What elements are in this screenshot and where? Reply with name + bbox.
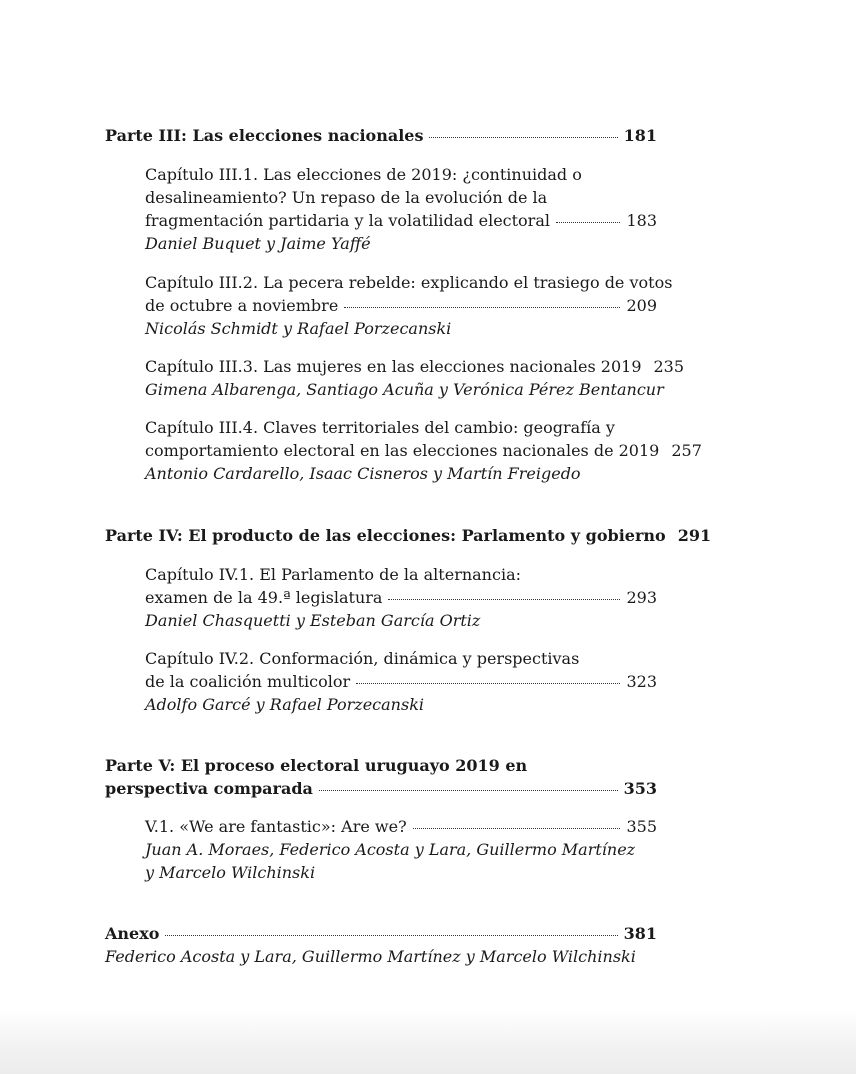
chapter-authors: Antonio Cardarello, Isaac Cisneros y Martín Freigedo [145, 464, 581, 483]
chapter-title-line: desalineamiento? Un repaso de la evolución de la [145, 188, 548, 207]
page-number: 293 [626, 588, 657, 607]
page-number: 183 [626, 211, 657, 230]
annex-title: Anexo [105, 924, 160, 943]
chapter-authors: Juan A. Moraes, Federico Acosta y Lara, Guillermo Martínez [145, 840, 636, 859]
page-number: 381 [623, 924, 657, 943]
page-number: 257 [671, 441, 702, 460]
chapter-title-line: Capítulo III.1. Las elecciones de 2019: ¿continuidad o [145, 165, 582, 184]
chapter-authors: Nicolás Schmidt y Rafael Porzecanski [145, 319, 452, 338]
chapter-authors: Daniel Chasquetti y Esteban García Ortiz [145, 611, 481, 630]
page-number: 355 [626, 817, 657, 836]
part-title: perspectiva comparada [105, 779, 313, 798]
chapter-title-line: examen de la 49.ª legislatura [145, 588, 383, 607]
chapter-title-line: Capítulo IV.2. Conformación, dinámica y perspectivas [145, 649, 580, 668]
page-number: 291 [677, 526, 712, 545]
dot-leader [165, 932, 617, 936]
chapter-entry [145, 271, 673, 340]
page-bottom-shadow [0, 1010, 856, 1074]
chapter-title-line: fragmentación partidaria y la volatilidad electoral [145, 211, 550, 230]
annex-authors: Federico Acosta y Lara, Guillermo Martínez y Marcelo Wilchinski [105, 947, 636, 966]
chapter-title-line: comportamiento electoral en las elecciones nacionales de 2019 [145, 441, 660, 460]
annex-heading [105, 922, 657, 945]
part-title: Parte IV: El producto de las elecciones: Parlamento y gobierno [105, 526, 666, 545]
dot-leader [319, 787, 618, 791]
chapter-title-line: Capítulo III.3. Las mujeres en las elecciones nacionales 2019 [145, 357, 642, 376]
chapter-title-line: Capítulo III.2. La pecera rebelde: explicando el trasiego de votos [145, 273, 673, 292]
part-5-heading [105, 754, 657, 800]
part-title: Parte III: Las elecciones nacionales [105, 126, 424, 145]
chapter-entry [145, 815, 657, 884]
chapter-authors: Gimena Albarenga, Santiago Acuña y Verónica Pérez Bentancur [145, 380, 664, 399]
page-number: 235 [653, 357, 685, 376]
part-3-heading [105, 124, 657, 147]
chapter-entry [145, 163, 657, 255]
dot-leader [556, 219, 620, 223]
chapter-title-line: de la coalición multicolor [145, 672, 351, 691]
dot-leader [429, 134, 617, 138]
dot-leader [344, 304, 620, 308]
chapter-title-line: Capítulo III.4. Claves territoriales del cambio: geografía y [145, 418, 615, 437]
chapter-authors: y Marcelo Wilchinski [145, 863, 316, 882]
page-number: 209 [626, 296, 657, 315]
chapter-title-line: V.1. «We are fantastic»: Are we? [145, 817, 407, 836]
chapter-entry [145, 416, 702, 485]
chapter-title-line: de octubre a noviembre [145, 296, 339, 315]
chapter-entry [145, 647, 657, 716]
dot-leader [388, 596, 620, 600]
chapter-authors: Daniel Buquet y Jaime Yaffé [145, 234, 371, 253]
chapter-authors: Adolfo Garcé y Rafael Porzecanski [145, 695, 425, 714]
page-number: 181 [623, 126, 657, 145]
part-4-heading [105, 524, 712, 547]
page-number: 353 [623, 779, 657, 798]
page-number: 323 [626, 672, 657, 691]
chapter-title-line: Capítulo IV.1. El Parlamento de la alternancia: [145, 565, 521, 584]
chapter-entry [145, 563, 657, 632]
dot-leader [413, 825, 621, 829]
dot-leader [356, 680, 620, 684]
part-title: Parte V: El proceso electoral uruguayo 2019 en [105, 756, 528, 775]
chapter-entry [145, 355, 685, 401]
